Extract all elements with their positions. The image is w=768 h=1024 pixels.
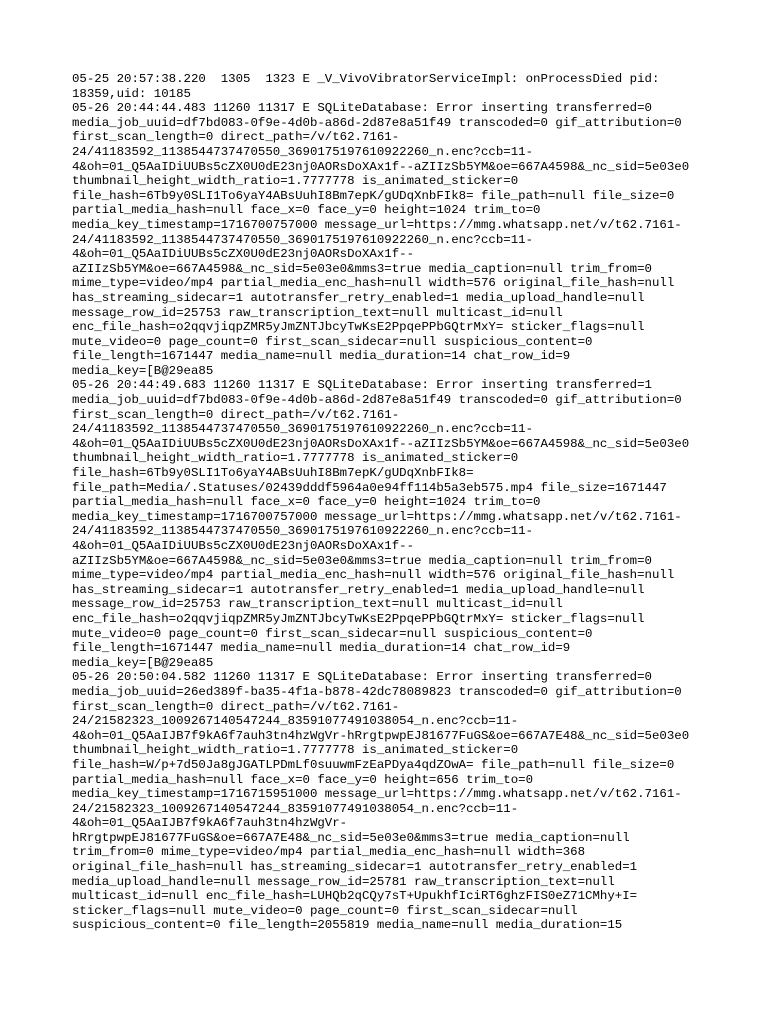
log-line: media_upload_handle=null message_row_id=25781 raw_transcription_text=null: [72, 874, 615, 889]
log-line: 4&oh=01_Q5AaIDiUUBs5cZX0U0dE23nj0AORsDoXAx1f--aZIIzSb5YM&oe=667A4598&_nc_sid=5e03e0: [72, 159, 690, 174]
log-line: file_length=1671447 media_name=null media_duration=14 chat_row_id=9: [72, 641, 571, 656]
log-line: media_job_uuid=df7bd083-0f9e-4d0b-a86d-2d87e8a51f49 transcoded=0 gif_attribution=0: [72, 393, 682, 408]
log-line: has_streaming_sidecar=1 autotransfer_retry_enabled=1 media_upload_handle=null: [72, 582, 645, 597]
log-line: partial_media_hash=null face_x=0 face_y=0 height=1024 trim_to=0: [72, 203, 541, 218]
log-line: mute_video=0 page_count=0 first_scan_sidecar=null suspicious_content=0: [72, 334, 593, 349]
log-line: suspicious_content=0 file_length=2055819 media_name=null media_duration=15: [72, 918, 623, 933]
log-line: 05-26 20:50:04.582 11260 11317 E SQLiteDatabase: Error inserting transferred=0: [72, 670, 652, 685]
log-line: has_streaming_sidecar=1 autotransfer_retry_enabled=1 media_upload_handle=null: [72, 290, 645, 305]
log-line: enc_file_hash=o2qqvjiqpZMR5yJmZNTJbcyTwKsE2PpqePPbGQtrMxY= sticker_flags=null: [72, 320, 645, 335]
log-line: media_key=[B@29ea85: [72, 655, 214, 670]
log-line: thumbnail_height_width_ratio=1.7777778 is_animated_sticker=0: [72, 174, 519, 189]
log-line: sticker_flags=null mute_video=0 page_count=0 first_scan_sidecar=null: [72, 903, 578, 918]
log-line: aZIIzSb5YM&oe=667A4598&_nc_sid=5e03e0&mms3=true media_caption=null trim_from=0: [72, 553, 652, 568]
log-line: mime_type=video/mp4 partial_media_enc_hash=null width=576 original_file_hash=null: [72, 568, 675, 583]
log-line: partial_media_hash=null face_x=0 face_y=0 height=656 trim_to=0: [72, 772, 534, 787]
log-line: aZIIzSb5YM&oe=667A4598&_nc_sid=5e03e0&mms3=true media_caption=null trim_from=0: [72, 261, 652, 276]
log-line: 4&oh=01_Q5AaIJB7f9kA6f7auh3tn4hzWgVr-hRrgtpwpEJ81677FuGS&oe=667A7E48&_nc_sid=5e03e0: [72, 728, 690, 743]
log-line: file_hash=6Tb9y0SLI1To6yaY4ABsUuhI8Bm7epK/gUDqXnbFIk8= file_path=null file_size=0: [72, 188, 675, 203]
log-line: message_row_id=25753 raw_transcription_text=null multicast_id=null: [72, 305, 563, 320]
log-line: file_hash=W/p+7d50Ja8gJGATLPDmLf0suuwmFzEaPDya4qdZOwA= file_path=null file_size=0: [72, 757, 675, 772]
log-line: 4&oh=01_Q5AaIJB7f9kA6f7auh3tn4hzWgVr-: [72, 816, 348, 831]
log-line: enc_file_hash=o2qqvjiqpZMR5yJmZNTJbcyTwKsE2PpqePPbGQtrMxY= sticker_flags=null: [72, 611, 645, 626]
log-line: first_scan_length=0 direct_path=/v/t62.7161-: [72, 130, 400, 145]
log-line: 18359,uid: 10185: [72, 86, 191, 101]
log-line: thumbnail_height_width_ratio=1.7777778 is_animated_sticker=0: [72, 451, 519, 466]
log-line: mute_video=0 page_count=0 first_scan_sidecar=null suspicious_content=0: [72, 626, 593, 641]
log-line: 05-25 20:57:38.220 1305 1323 E _V_VivoVibratorServiceImpl: onProcessDied pid:: [72, 72, 660, 86]
log-line: 4&oh=01_Q5AaIDiUUBs5cZX0U0dE23nj0AORsDoXAx1f--: [72, 539, 415, 553]
log-line: 4&oh=01_Q5AaIDiUUBs5cZX0U0dE23nj0AORsDoXAx1f--aZIIzSb5YM&oe=667A4598&_nc_sid=5e03e0: [72, 436, 690, 451]
log-line: 24/21582323_1009267140547244_83591077491038054_n.enc?ccb=11-: [72, 801, 519, 816]
log-line: hRrgtpwpEJ81677FuGS&oe=667A7E48&_nc_sid=5e03e0&mms3=true media_caption=null: [72, 830, 630, 845]
log-line: 24/41183592_1138544737470550_3690175197610922260_n.enc?ccb=11-: [72, 524, 534, 539]
log-line: 24/21582323_1009267140547244_83591077491038054_n.enc?ccb=11-: [72, 714, 519, 729]
log-line: file_length=1671447 media_name=null media_duration=14 chat_row_id=9: [72, 349, 571, 364]
log-line: partial_media_hash=null face_x=0 face_y=0 height=1024 trim_to=0: [72, 495, 541, 510]
log-line: file_path=Media/.Statuses/02439dddf5964a0e94ff114b5a3eb575.mp4 file_size=1671447: [72, 480, 667, 495]
log-line: 24/41183592_1138544737470550_3690175197610922260_n.enc?ccb=11-: [72, 232, 534, 247]
log-line: first_scan_length=0 direct_path=/v/t62.7161-: [72, 407, 400, 422]
log-line: media_key=[B@29ea85: [72, 363, 214, 378]
log-line: 05-26 20:44:49.683 11260 11317 E SQLiteDatabase: Error inserting transferred=1: [72, 378, 652, 393]
log-line: first_scan_length=0 direct_path=/v/t62.7161-: [72, 699, 400, 714]
log-line: thumbnail_height_width_ratio=1.7777778 is_animated_sticker=0: [72, 743, 519, 758]
log-line: trim_from=0 mime_type=video/mp4 partial_media_enc_hash=null width=368: [72, 845, 586, 860]
log-line: media_key_timestamp=1716700757000 message_url=https://mmg.whatsapp.net/v/t62.7161-: [72, 217, 682, 232]
log-line: 05-26 20:44:44.483 11260 11317 E SQLiteDatabase: Error inserting transferred=0: [72, 101, 652, 116]
log-line: file_hash=6Tb9y0SLI1To6yaY4ABsUuhI8Bm7epK/gUDqXnbFIk8=: [72, 466, 474, 481]
log-document: [72, 72, 712, 933]
log-line: multicast_id=null enc_file_hash=LUHQb2qCQy7sT+UpukhfIciRT6ghzFIS0eZ71CMhy+I=: [72, 889, 638, 904]
log-line: message_row_id=25753 raw_transcription_text=null multicast_id=null: [72, 597, 563, 612]
log-line: media_key_timestamp=1716700757000 message_url=https://mmg.whatsapp.net/v/t62.7161-: [72, 509, 682, 524]
log-line: 24/41183592_1138544737470550_3690175197610922260_n.enc?ccb=11-: [72, 144, 534, 159]
log-line: 4&oh=01_Q5AaIDiUUBs5cZX0U0dE23nj0AORsDoXAx1f--: [72, 247, 415, 262]
log-line: mime_type=video/mp4 partial_media_enc_hash=null width=576 original_file_hash=null: [72, 276, 675, 291]
log-line: original_file_hash=null has_streaming_sidecar=1 autotransfer_retry_enabled=1: [72, 860, 638, 875]
log-line: 24/41183592_1138544737470550_3690175197610922260_n.enc?ccb=11-: [72, 422, 534, 437]
log-line: media_key_timestamp=1716715951000 message_url=https://mmg.whatsapp.net/v/t62.7161-: [72, 787, 682, 802]
log-line: media_job_uuid=df7bd083-0f9e-4d0b-a86d-2d87e8a51f49 transcoded=0 gif_attribution=0: [72, 115, 682, 130]
log-line: media_job_uuid=26ed389f-ba35-4f1a-b878-42dc78089823 transcoded=0 gif_attribution=0: [72, 684, 682, 699]
